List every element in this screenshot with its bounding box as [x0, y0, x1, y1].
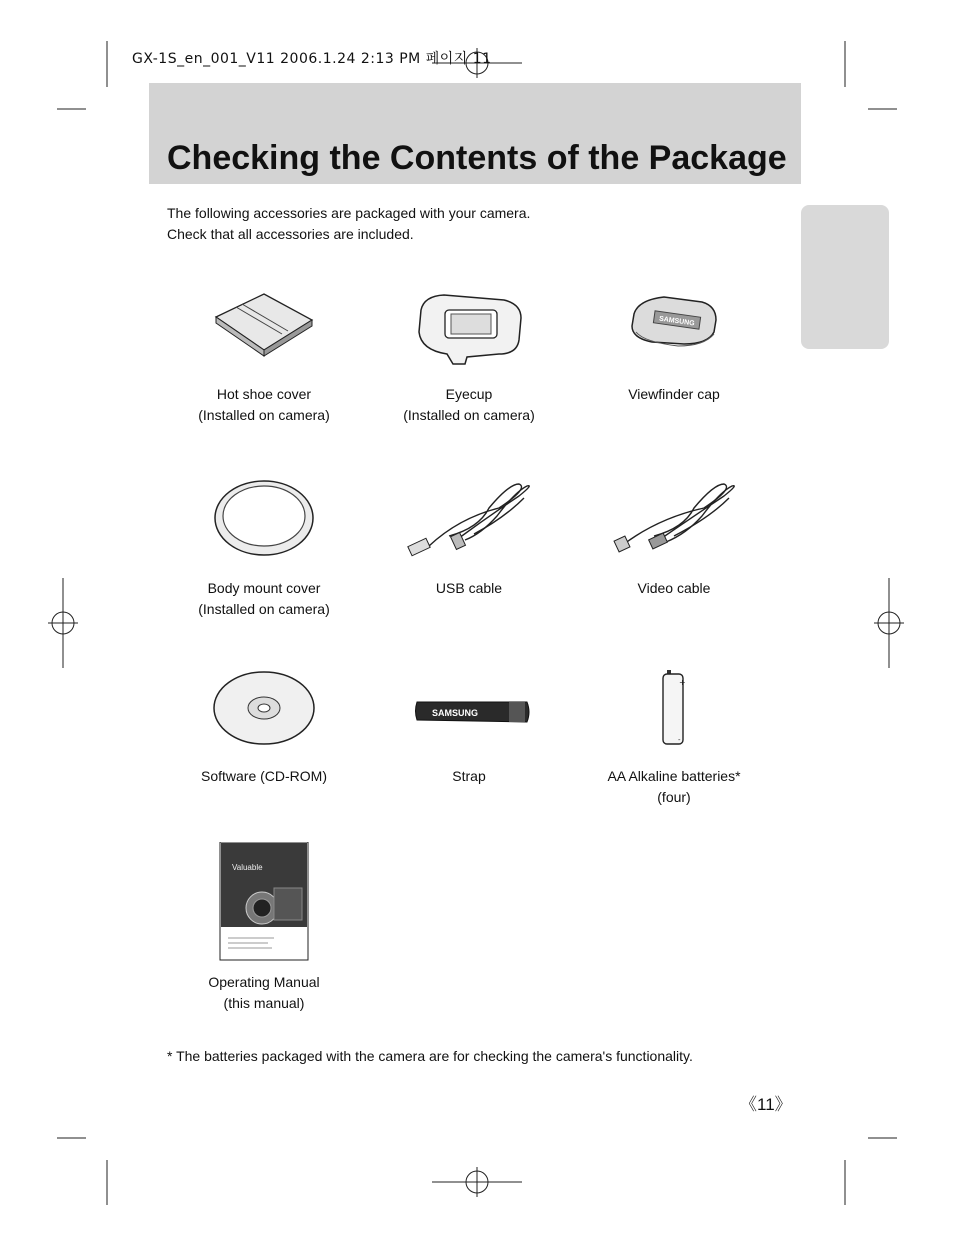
battery-icon — [574, 668, 774, 748]
item-label: Strap — [452, 768, 486, 784]
print-header: GX-1S_en_001_V11 2006.1.24 2:13 PM 페이지 11 — [132, 51, 492, 67]
manual-cover-title: Valuable — [232, 863, 263, 872]
eyecup-icon — [369, 292, 569, 367]
strap-icon — [369, 668, 569, 748]
page-title: Checking the Contents of the Package — [167, 139, 787, 177]
viewfinder-cap-brand: SAMSUNG — [658, 315, 695, 328]
cd-rom-icon — [164, 668, 364, 748]
usb-cable-icon — [369, 478, 569, 563]
body-mount-cover-icon — [164, 478, 364, 563]
item-label: Viewfinder cap — [628, 386, 720, 402]
item-sublabel: (four) — [657, 789, 691, 805]
item-label: USB cable — [435, 580, 503, 596]
strap-brand: SAMSUNG — [431, 708, 479, 718]
intro-line: Check that all accessories are included. — [167, 226, 414, 242]
item-body-mount-cover — [164, 478, 364, 628]
manual-icon — [164, 842, 364, 962]
item-label: AA Alkaline batteries* — [607, 768, 741, 784]
item-sublabel: (this manual) — [223, 995, 305, 1011]
item-viewfinder-cap — [574, 292, 774, 432]
svg-text:+: + — [679, 678, 686, 687]
item-hot-shoe-cover — [164, 292, 364, 432]
item-sublabel: (Installed on camera) — [198, 601, 330, 617]
item-usb-cable — [369, 478, 569, 628]
item-label: Video cable — [637, 580, 711, 596]
page-number: 《11》 — [740, 1095, 792, 1114]
item-label: Operating Manual — [208, 974, 320, 990]
item-sublabel: (Installed on camera) — [403, 407, 535, 423]
item-eyecup — [369, 292, 569, 432]
battery-footnote: * The batteries packaged with the camera are for checking the camera's functionality. — [167, 1048, 693, 1064]
video-cable-icon — [574, 478, 774, 563]
viewfinder-cap-icon — [574, 292, 774, 362]
item-aa-batteries — [574, 668, 774, 808]
item-sublabel: (Installed on camera) — [198, 407, 330, 423]
item-operating-manual — [164, 842, 364, 1012]
item-software-cd-rom — [164, 668, 364, 808]
hot-shoe-cover-icon — [164, 292, 364, 362]
intro-text — [167, 203, 530, 245]
intro-line: The following accessories are packaged with your camera. — [167, 205, 531, 221]
item-label: Software (CD-ROM) — [200, 768, 327, 784]
item-label: Hot shoe cover — [216, 386, 312, 402]
item-video-cable — [574, 478, 774, 628]
item-strap — [369, 668, 569, 808]
svg-text:-: - — [678, 736, 681, 744]
side-tab — [801, 205, 889, 349]
item-label: Body mount cover — [207, 580, 321, 596]
item-label: Eyecup — [445, 386, 493, 402]
